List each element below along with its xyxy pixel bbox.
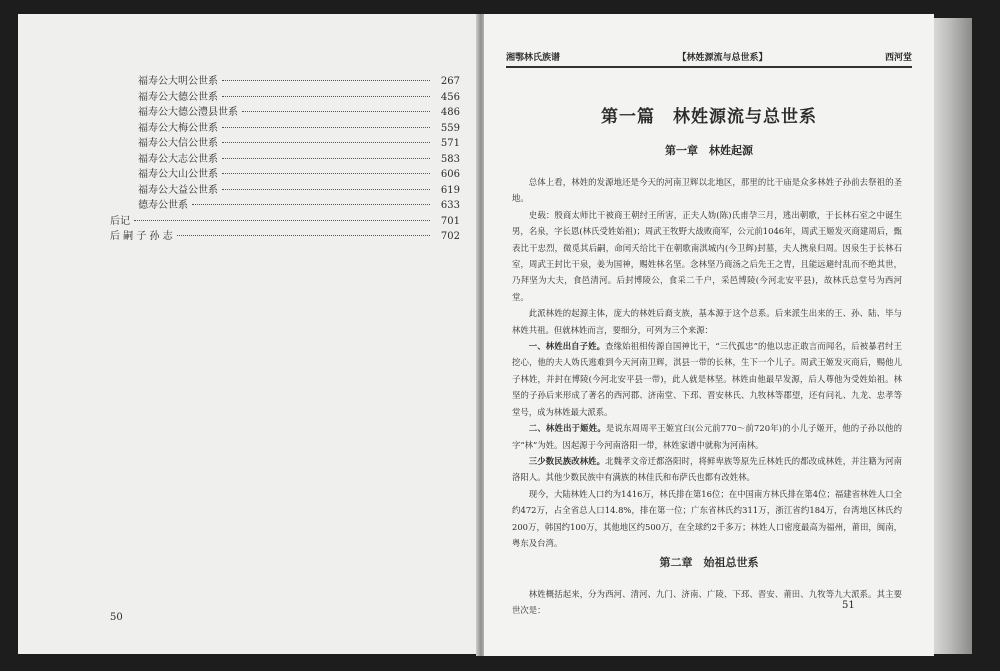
toc-entry-page: 619	[440, 184, 460, 196]
leader-dots	[222, 96, 430, 97]
toc-entry[interactable]	[110, 121, 460, 137]
chapter-title: 第一章 林姓起源	[665, 144, 753, 157]
paragraph: 史载：殷商太师比干被商王朝纣王所害，正夫人妫(陈)氏甫孕三月，逃出朝歌，于长林石室之中诞生男，名泉，字长恩(林氏受姓始祖)；周武王牧野大战败商军，公元前1046年，周武王姬发灭商建周后，甄表比干忠烈，微觅其后嗣，命闰夭给比干在朝歌南淇城内(今卫辉)封墓，夫人携泉归周。因泉生于长林石室，周武王封比干泉，姜为国神，赐姓林名坚。念林坚乃商汤之后先王之胄，且能远避纣乱而不绝其世，乃拜坚为大夫，食邑清河。后封博陵公，食采二千户，采邑博陵(今河北安平县)，故林氏总堂号为西河堂。	[512, 209, 902, 302]
leader-dots	[134, 220, 430, 221]
chapter-title: 第二章 始祖总世系	[659, 556, 759, 569]
toc-entry[interactable]	[110, 214, 460, 230]
paragraph: 三少数民族改林姓。北魏孝文帝迁都洛阳时，将鲜卑族等原先丘林姓氏的都改成林姓，并注籍为河南洛阳人。其他少数民族中有满族的林佳氏和布萨氏也都有改姓林。	[512, 455, 902, 483]
leader-dots	[177, 235, 430, 236]
paragraph-lead: 二、林姓出于姬姓。	[528, 423, 606, 434]
page-number: 50	[110, 612, 123, 623]
toc-entry[interactable]	[110, 152, 460, 168]
toc-entry-label: 福寿公大益公世系	[138, 184, 218, 196]
toc-entry-page: 701	[440, 215, 460, 227]
leader-dots	[222, 189, 430, 190]
toc-entry-page: 456	[440, 91, 460, 103]
toc-entry-label: 福寿公大德公世系	[138, 91, 218, 103]
toc-entry-page: 571	[440, 138, 460, 149]
paragraph: 此派林姓的起源主体，庞大的林姓后裔支族，基本源于这个总系。后来派生出来的王、孙、陆、毕与林姓共祖。但就林姓而言，要细分，可列为三个来源：	[512, 308, 902, 335]
leader-dots	[192, 204, 430, 205]
toc-entry-label: 福寿公大梅公世系	[138, 122, 218, 134]
toc-entry[interactable]	[110, 136, 460, 152]
toc-entry-label: 福寿公大志公世系	[138, 153, 218, 165]
header-book-title: 湘鄂林氏族谱	[506, 53, 561, 63]
leader-dots	[222, 80, 430, 81]
toc-entry[interactable]	[110, 74, 460, 90]
page-number: 51	[842, 600, 855, 611]
right-page	[484, 14, 934, 656]
toc-entry[interactable]	[110, 90, 460, 106]
leader-dots	[222, 173, 430, 174]
toc-entry-label: 福寿公大德公澧县世系	[138, 107, 238, 118]
toc-entry-page: 633	[440, 200, 460, 211]
paragraph: 现今，大陆林姓人口约为1416万，林氏排在第16位；在中国南方林氏排在第4位；福建省林姓人口全约472万，占全省总人口14.8%，排在第一位；广东省林氏约311万，浙江省约184万，台湾地区林氏约200万，韩国约100万，其他地区约500万，在全球约2千多万；林姓人口密度最高为福州，莆田，闽南，粤东及台湾。	[512, 488, 902, 548]
toc-entry[interactable]	[110, 229, 460, 245]
body-text	[512, 174, 902, 551]
paragraph-lead: 一、林姓出自子姓。	[528, 341, 606, 352]
toc-entry-page: 583	[440, 153, 460, 165]
paragraph: 总体上看，林姓的发源地还是今天的河南卫辉以北地区，那里的比干庙是众多林姓子孙前去祭祖的圣地。	[512, 177, 902, 204]
toc-entry-label: 后记	[110, 215, 130, 227]
toc-entry-label: 福寿公大明公世系	[138, 76, 218, 87]
toc-entry[interactable]	[110, 105, 460, 121]
leader-dots	[222, 158, 430, 159]
paragraph: 二、林姓出于姬姓。是说东周周平王姬宜臼(公元前770～前720年)的小儿子姬开，他的子孙以他的字“林”为姓。因起源于今河南洛阳一带，林姓家谱中就称为河南林。	[512, 423, 902, 450]
toc-entry[interactable]	[110, 167, 460, 183]
page-stack-edge	[934, 18, 972, 654]
toc-entry-label: 后 嗣 子 孙 志	[110, 231, 173, 242]
leader-dots	[222, 142, 430, 143]
paragraph: 一、林姓出自子姓。查缘始祖相传源自国神比干，“三代孤忠”的他以忠正敢言而闻名，后被暴君纣王挖心，他的夫人妫氏逃难到今天河南卫辉，淇县一带的长林，生下一个儿子。周武王姬发灭商后，赐他儿子林姓，并封在博陵(今河北安平县一带)，此人就是林坚。林姓由他最早发源，后人尊他为受姓始祖。林坚的子孙后来形成了著名的西河郡、济南堂、下邳、晋安林氏、九牧林等郡望，还有问礼、九龙、忠孝等堂号，成为林姓最大派系。	[512, 341, 903, 417]
table-of-contents	[110, 74, 460, 245]
part-title: 第一篇 林姓源流与总世系	[601, 107, 817, 127]
left-page	[18, 14, 478, 654]
leader-dots	[222, 127, 430, 128]
toc-entry[interactable]	[110, 183, 460, 199]
toc-entry-page: 486	[440, 107, 460, 118]
toc-entry-page: 606	[440, 169, 460, 180]
header-hall-name: 西河堂	[884, 53, 912, 63]
leader-dots	[242, 111, 430, 112]
toc-entry-page: 267	[440, 76, 460, 87]
toc-entry-page: 702	[440, 231, 460, 242]
toc-entry-label: 福寿公大信公世系	[138, 138, 218, 149]
toc-entry-label: 福寿公大山公世系	[138, 169, 218, 180]
header-section-title: 【林姓源流与总世系】	[677, 53, 768, 63]
toc-entry-label: 德寿公世系	[138, 200, 188, 211]
paragraph-lead: 三少数民族改林姓。	[528, 455, 606, 466]
paragraph: 林姓概括起来，分为西河、清河、九门、济南、广陵、下邳、晋安、莆田、九牧等九大派系。其主要世次是：	[512, 589, 902, 616]
toc-entry-page: 559	[440, 122, 460, 134]
running-header	[506, 50, 912, 68]
toc-entry[interactable]	[110, 198, 460, 214]
